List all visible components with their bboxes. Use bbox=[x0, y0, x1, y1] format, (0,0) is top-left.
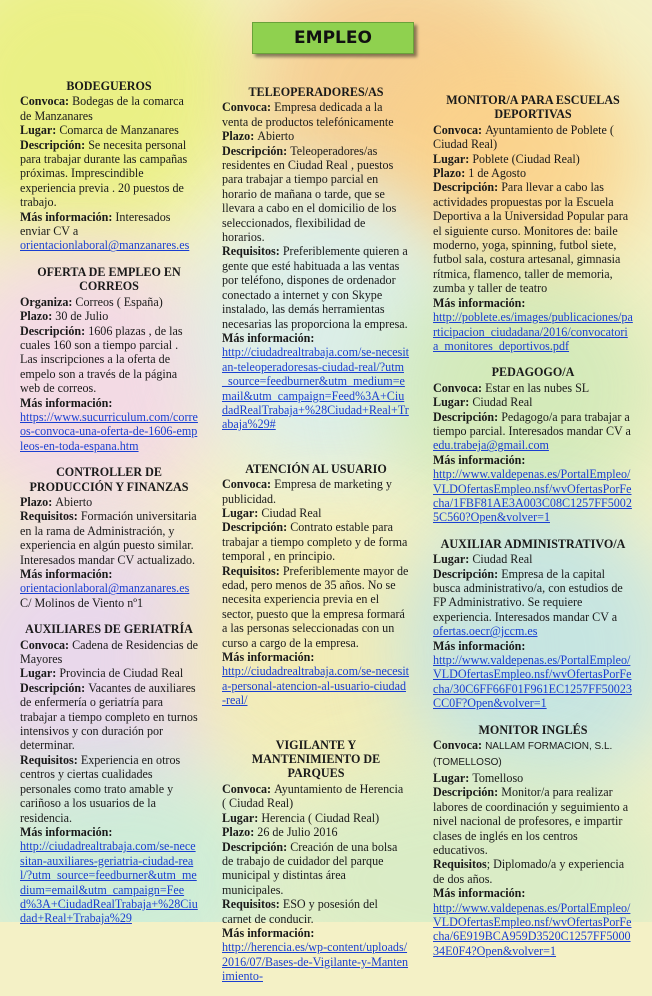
field-value: Pedagogo/a para trabajar a tiempo parcial. Interesados mandar CV a bbox=[433, 409, 631, 438]
field-label: Más información: bbox=[20, 824, 113, 839]
job-monitor-ingles bbox=[433, 723, 633, 959]
field-label: Lugar: bbox=[222, 505, 262, 520]
field-value: Ciudad Real bbox=[472, 552, 533, 567]
field-label: Plazo: bbox=[433, 166, 469, 181]
field-label: Convoca: bbox=[222, 100, 275, 115]
field-value: Se necesita personal para trabajar durante las campañas próximas. Imprescindible experiencia previa . 20 puestos de trabajo. bbox=[20, 137, 188, 210]
field-label: Descripción: bbox=[222, 520, 291, 535]
job-bodegueros bbox=[20, 79, 198, 253]
field-label: Convoca: bbox=[222, 781, 275, 796]
job-pedagogo bbox=[433, 365, 633, 524]
field-label: Más información: bbox=[222, 925, 315, 940]
field-label: Descripción: bbox=[433, 566, 502, 581]
field-value: Preferiblemente mayor de edad, pero menos de 35 años. No se necesita experiencia previa en el sector, puesto que la empresa formará a las personas seleccionadas con un curso a cargo de la empresa. bbox=[222, 563, 409, 650]
field-label: Requisitos: bbox=[20, 752, 81, 767]
job-correos bbox=[20, 265, 198, 453]
field-label: Convoca: bbox=[20, 94, 73, 109]
field-value: Teleoperadores/as residentes en Ciudad Real , puestos para trabajar a tiempo parcial en horario de mañana o tarde, que se llevara a cabo en el domicilio de los seleccionados, flexibilidad de horarios. bbox=[222, 143, 397, 245]
field-value: 26 de Julio 2016 bbox=[257, 825, 338, 840]
field-value: 1606 plazas , de las cuales 160 son a tiempo parcial . Las inscripciones a la oferta de empelo son a través de la página web de correos. bbox=[20, 323, 183, 396]
address-text: C/ Molinos de Viento nº1 bbox=[20, 595, 144, 610]
field-label: Lugar: bbox=[433, 552, 473, 567]
field-value: Poblete (Ciudad Real) bbox=[472, 151, 580, 166]
field-label: Descripción: bbox=[433, 785, 502, 800]
info-link[interactable]: http://poblete.es/images/publicaciones/participacion_ciudadana/2016/convocatoria_monitores_deportivos.pdf bbox=[433, 310, 633, 353]
field-label: Requisitos: bbox=[222, 563, 283, 578]
field-label: Lugar: bbox=[222, 810, 262, 825]
field-label: Requisitos: bbox=[222, 897, 283, 912]
email-link[interactable]: orientacionlaboral@manzanares.es bbox=[20, 238, 190, 253]
field-label: Requisitos bbox=[433, 857, 487, 872]
field-label: Lugar: bbox=[433, 770, 473, 785]
field-label: Plazo: bbox=[222, 129, 258, 144]
field-label: Más información: bbox=[20, 567, 113, 581]
info-link[interactable]: http://www.valdepenas.es/PortalEmpleo/VLDOfertasEmpleo.nsf/wvOfertasPorFecha/1FBF81AE3A003C08C1257FF50025C560?Open&volver=1 bbox=[433, 467, 632, 525]
column-3 bbox=[433, 93, 633, 970]
field-value: Bodegas de la comarca de Manzanares bbox=[20, 94, 184, 123]
info-link[interactable]: http://www.valdepenas.es/PortalEmpleo/VLDOfertasEmpleo.nsf/wvOfertasPorFecha/6E919BCA959D3520C1257FF500034E0F4?Open&volver=1 bbox=[433, 900, 632, 958]
job-title: BODEGUEROS bbox=[66, 79, 152, 93]
field-value: ESO y posesión del carnet de conducir. bbox=[222, 897, 378, 926]
email-link[interactable]: ofertas.oecr@jccm.es bbox=[433, 624, 538, 639]
job-title: PEDAGOGO/A bbox=[491, 365, 575, 380]
field-value: Abierto bbox=[55, 494, 93, 509]
job-title: VIGILANTE Y MANTENIMIENTO DE PARQUES bbox=[251, 737, 381, 781]
field-value: Formación universitaria en la rama de Administración, y experiencia en algún puesto similar. Interesados mandar CV actualizado. bbox=[20, 509, 197, 567]
job-title: OFERTA DE EMPLEO EN CORREOS bbox=[37, 264, 181, 294]
field-value: Ciudad Real bbox=[261, 505, 322, 520]
job-title: CONTROLLER DE PRODUCCIÓN Y FINANZAS bbox=[29, 465, 189, 494]
field-label: Más información: bbox=[222, 650, 315, 665]
field-value: Para llevar a cabo las actividades propuestas por la Escuela Deportiva a la Universidad Popular para el siguiente curso. Monitores de: baile moderno, yoga, spinning, futbol siete, futbol sala, costura artesanal, gimnasia rítmica, flamenco, taller de memoria, zumba y taller de teatro bbox=[433, 180, 629, 296]
field-value: NALLAM FORMACION, S.L. (TOMELLOSO) bbox=[433, 741, 613, 769]
field-value: Empresa de marketing y publicidad. bbox=[222, 477, 392, 506]
field-value: Provincia de Ciudad Real bbox=[59, 666, 184, 681]
field-label: Lugar: bbox=[433, 151, 473, 166]
field-label: Plazo: bbox=[20, 309, 56, 324]
field-value: 1 de Agosto bbox=[468, 166, 527, 181]
field-label: Plazo: bbox=[20, 494, 56, 509]
field-value: Monitor/a para realizar labores de coordinación y seguimiento a nivel nacional de profesores, e impartir clases de inglés en los centros educativos. bbox=[433, 785, 629, 857]
email-link[interactable]: orientacionlaboral@manzanares.es bbox=[20, 581, 190, 596]
field-label: Plazo: bbox=[222, 825, 258, 840]
field-value: Ciudad Real bbox=[472, 395, 533, 410]
field-label: Requisitos: bbox=[20, 509, 81, 524]
field-value: Ayuntamiento de Herencia ( Ciudad Real) bbox=[222, 781, 404, 811]
job-vigilante bbox=[222, 738, 410, 984]
field-label: Convoca: bbox=[20, 637, 73, 652]
field-value: Abierto bbox=[257, 129, 295, 144]
field-value: Empresa dedicada a la venta de productos telefónicamente bbox=[222, 100, 394, 129]
field-value: Correos ( España) bbox=[75, 294, 163, 309]
field-label: Más información: bbox=[433, 886, 526, 901]
job-auxiliar-administrativo bbox=[433, 537, 633, 711]
job-title: MONITOR/A PARA ESCUELAS DEPORTIVAS bbox=[446, 93, 620, 122]
field-label: Más información: bbox=[433, 295, 526, 310]
field-value: Tomelloso bbox=[472, 770, 524, 785]
job-geriatria bbox=[20, 622, 198, 926]
job-title: TELEOPERADORES/AS bbox=[248, 85, 384, 99]
job-title: AUXILIARES DE GERIATRÍA bbox=[25, 622, 193, 637]
job-title: ATENCIÓN AL USUARIO bbox=[245, 461, 387, 476]
field-value: Vacantes de auxiliares de enfermería o geriatría para trabajar a tiempo completo en turnos intensivos y con duración por determinar. bbox=[20, 680, 198, 753]
field-label: Convoca: bbox=[433, 380, 486, 395]
field-value: Ayuntamiento de Poblete ( Ciudad Real) bbox=[433, 122, 614, 152]
info-link[interactable]: http://ciudadrealtrabaja.com/se-necesitan-auxiliares-geriatria-ciudad-real/?utm_source=feedburner&utm_medium=email&utm_campaign=Feed%3A+CiudadRealTrabaja+%28Ciudad+Real+Trabaja%29 bbox=[20, 839, 198, 926]
field-value: Empresa de la capital busca administrativo/a, con estudios de FP Administrativo. Se requiere experiencia. Interesados mandar CV a bbox=[433, 566, 623, 624]
field-value: Preferiblemente quieren a gente que esté habituada a las ventas por teléfono, dispones de ordenador conectado a internet y con Skype instalado, las demás herramientas necesarias las proporciona la empresa. bbox=[222, 244, 408, 331]
field-label: Descripción: bbox=[222, 143, 291, 158]
job-title: MONITOR INGLÉS bbox=[478, 722, 588, 737]
field-label: Descripción: bbox=[20, 323, 89, 338]
field-label: Descripción: bbox=[433, 409, 502, 424]
field-value: Herencia ( Ciudad Real) bbox=[261, 810, 380, 825]
field-value: Comarca de Manzanares bbox=[59, 123, 179, 138]
column-1 bbox=[20, 79, 198, 938]
info-link[interactable]: http://ciudadrealtrabaja.com/se-necesitan-teleoperadoresas-ciudad-real/?utm_source=feedburner&utm_medium=email&utm_campaign=Feed%3A+CiudadRealTrabaja+%28Ciudad+Real+Trabaja%29# bbox=[222, 345, 410, 432]
field-label: Más información: bbox=[222, 330, 315, 345]
info-link[interactable]: http://herencia.es/wp-content/uploads/2016/07/Bases-de-Vigilante-y-Mantenimiento- bbox=[222, 940, 409, 984]
field-value: Experiencia en otros centros y ciertas cualidades personales como trato amable y cariñoso a los usuarios de la residencia. bbox=[20, 752, 181, 825]
field-label: Organiza: bbox=[20, 294, 76, 309]
job-teleoperadores bbox=[222, 85, 410, 432]
field-label: Lugar: bbox=[20, 123, 60, 138]
field-value: ; Diplomado/a y experiencia de dos años. bbox=[433, 857, 625, 886]
field-label: Más información: bbox=[20, 395, 113, 410]
field-label: Lugar: bbox=[433, 395, 473, 410]
column-2 bbox=[222, 85, 410, 996]
info-link[interactable]: https://www.sucurriculum.com/correos-convoca-una-oferta-de-1606-empleos-en-toda-espana.htm bbox=[20, 409, 198, 453]
field-label: Descripción: bbox=[433, 180, 502, 195]
field-label: Descripción: bbox=[20, 680, 89, 695]
job-controller bbox=[20, 465, 198, 610]
field-label: Convoca: bbox=[222, 477, 275, 492]
field-label: Más información: bbox=[433, 452, 526, 467]
field-label: Lugar: bbox=[20, 666, 60, 681]
field-label: Convoca: bbox=[433, 738, 486, 753]
field-value: Estar en las nubes SL bbox=[485, 380, 590, 395]
field-value: 30 de Julio bbox=[55, 309, 109, 324]
info-link[interactable]: http://www.valdepenas.es/PortalEmpleo/VLDOfertasEmpleo.nsf/wvOfertasPorFecha/30C6FF66F01F961EC1257FF50023CC0F?Open&volver=1 bbox=[433, 653, 632, 711]
field-label: Más información: bbox=[20, 209, 116, 224]
job-monitor-deportivas bbox=[433, 93, 633, 353]
job-title: AUXILIAR ADMINISTRATIVO/A bbox=[440, 536, 626, 551]
info-link[interactable]: http://ciudadrealtrabaja.com/se-necesita-personal-atencion-al-usuario-ciudad-real/ bbox=[222, 664, 410, 708]
field-value: Contrato estable para trabajar a tiempo completo y de forma temporal , en principio. bbox=[222, 520, 408, 564]
email-link[interactable]: edu.trabeja@gmail.com bbox=[433, 438, 549, 453]
field-label: Requisitos: bbox=[222, 244, 283, 259]
page-title: EMPLEO bbox=[252, 22, 414, 54]
field-label: Descripción: bbox=[222, 839, 291, 854]
field-label: Descripción: bbox=[20, 137, 89, 152]
field-value: Cadena de Residencias de Mayores bbox=[20, 637, 199, 667]
field-label: Convoca: bbox=[433, 122, 486, 137]
field-label: Más información: bbox=[433, 638, 526, 653]
job-atencion bbox=[222, 462, 410, 708]
field-value: Creación de una bolsa de trabajo de cuidador del parque municipal y distintas área municipales. bbox=[222, 839, 398, 897]
field-value: Interesados enviar CV a bbox=[20, 209, 171, 239]
